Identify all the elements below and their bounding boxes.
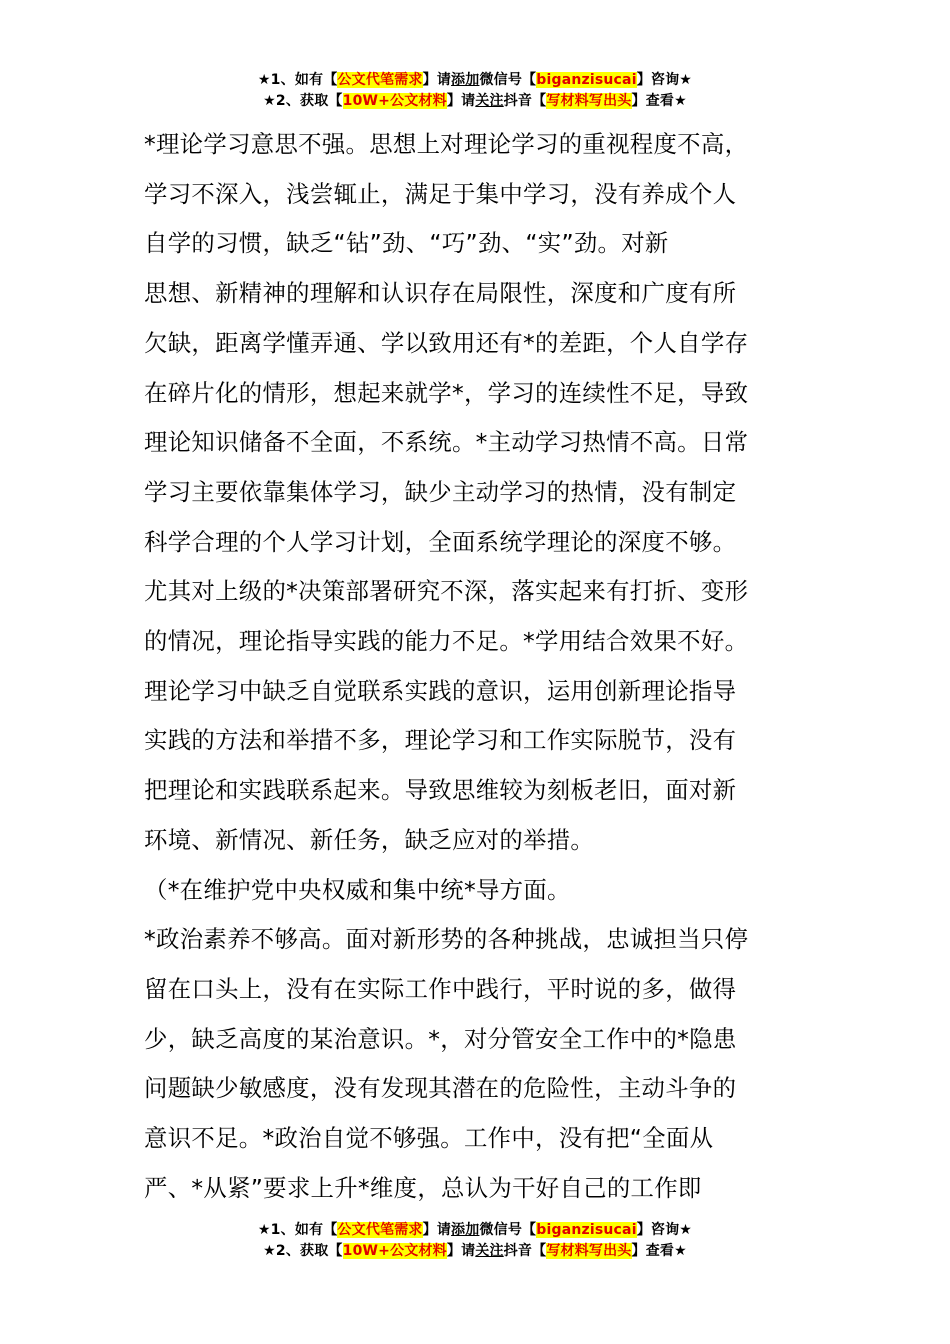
body-line: 自学的习惯，缺乏“钻”劲、“巧”劲、“实”劲。对新 (144, 229, 669, 258)
body-line: 问题缺少敏感度，没有发现其潜在的危险性，主动斗争的 (144, 1074, 737, 1103)
banner-underlined-text: 关注 (475, 93, 504, 109)
banner-underlined-text: 添加 (451, 72, 480, 88)
footer-banner (0, 1220, 950, 1262)
section-heading: （*在维护党中央权威和集中统*导方面。 (144, 875, 571, 904)
body-line: 科学合理的个人学习计划，全面系统学理论的深度不够。 (144, 527, 737, 556)
banner-line-1 (0, 1220, 950, 1241)
banner-text: 】查看★ (631, 93, 687, 109)
banner-line-1 (0, 70, 950, 91)
banner-text: 】请 (446, 1243, 476, 1259)
banner-text: 】咨询★ (636, 1222, 693, 1238)
body-line: 严、*从紧”要求上升*维度，总认为干好自己的工作即 (144, 1173, 702, 1202)
body-line: 在碎片化的情形，想起来就学*，学习的连续性不足，导致 (144, 378, 749, 407)
body-line: 环境、新情况、新任务，缺乏应对的举措。 (144, 825, 595, 854)
body-line: *政治素养不够高。面对新形势的各种挑战，忠诚担当只停 (144, 925, 749, 954)
body-line: 理论知识储备不全面，不系统。*主动学习热情不高。日常 (144, 428, 749, 457)
banner-text: 】请 (422, 1222, 452, 1238)
banner-text: 微信号【 (479, 72, 537, 88)
body-line: 理论学习中缺乏自觉联系实践的意识，运用创新理论指导 (144, 676, 737, 705)
banner-text: ★1、如有【 (257, 72, 338, 88)
header-banner (0, 70, 950, 112)
banner-text: 】咨询★ (636, 72, 693, 88)
body-line: 尤其对上级的*决策部署研究不深，落实起来有打折、变形 (144, 577, 749, 606)
banner-text: ★2、获取【 (263, 1243, 343, 1259)
body-line: 学习不深入，浅尝辄止，满足于集中学习，没有养成个人 (144, 179, 737, 208)
document-body (144, 120, 804, 1213)
banner-line-2 (0, 91, 950, 112)
highlight-wechat-id: biganzisucai (536, 1222, 637, 1238)
banner-underlined-text: 添加 (451, 1222, 480, 1238)
highlight-wechat-id: biganzisucai (536, 72, 637, 88)
body-line: 留在口头上，没有在实际工作中践行，平时说的多，做得 (144, 974, 737, 1003)
banner-text: 抖音【 (503, 93, 547, 109)
banner-text: ★2、获取【 (263, 93, 343, 109)
highlight-service: 公文代笔需求 (337, 72, 423, 88)
body-line: 把理论和实践联系起来。导致思维较为刻板老旧，面对新 (144, 776, 737, 805)
highlight-materials: 10W+公文材料 (342, 93, 447, 109)
banner-underlined-text: 关注 (475, 1243, 504, 1259)
body-line: 学习主要依靠集体学习，缺少主动学习的热情，没有制定 (144, 477, 737, 506)
banner-text: 抖音【 (503, 1243, 547, 1259)
banner-text: 】请 (446, 93, 476, 109)
highlight-materials: 10W+公文材料 (342, 1243, 447, 1259)
banner-text: 】请 (422, 72, 452, 88)
body-line: 实践的方法和举措不多，理论学习和工作实际脱节，没有 (144, 726, 737, 755)
body-line: 的情况，理论指导实践的能力不足。*学用结合效果不好。 (144, 627, 749, 656)
body-line: 意识不足。*政治自觉不够强。工作中，没有把“全面从 (144, 1124, 714, 1153)
highlight-service: 公文代笔需求 (337, 1222, 423, 1238)
highlight-douyin-account: 写材料写出头 (546, 93, 632, 109)
body-line: 欠缺，距离学懂弄通、学以致用还有*的差距，个人自学存 (144, 328, 749, 357)
banner-text: 微信号【 (479, 1222, 537, 1238)
body-line: 少，缺乏高度的某治意识。*，对分管安全工作中的*隐患 (144, 1024, 737, 1053)
banner-text: 】查看★ (631, 1243, 687, 1259)
banner-line-2 (0, 1241, 950, 1262)
body-line: 思想、新精神的理解和认识存在局限性，深度和广度有所 (144, 279, 737, 308)
highlight-douyin-account: 写材料写出头 (546, 1243, 632, 1259)
banner-text: ★1、如有【 (257, 1222, 338, 1238)
body-line: *理论学习意思不强。思想上对理论学习的重视程度不高， (144, 130, 749, 158)
